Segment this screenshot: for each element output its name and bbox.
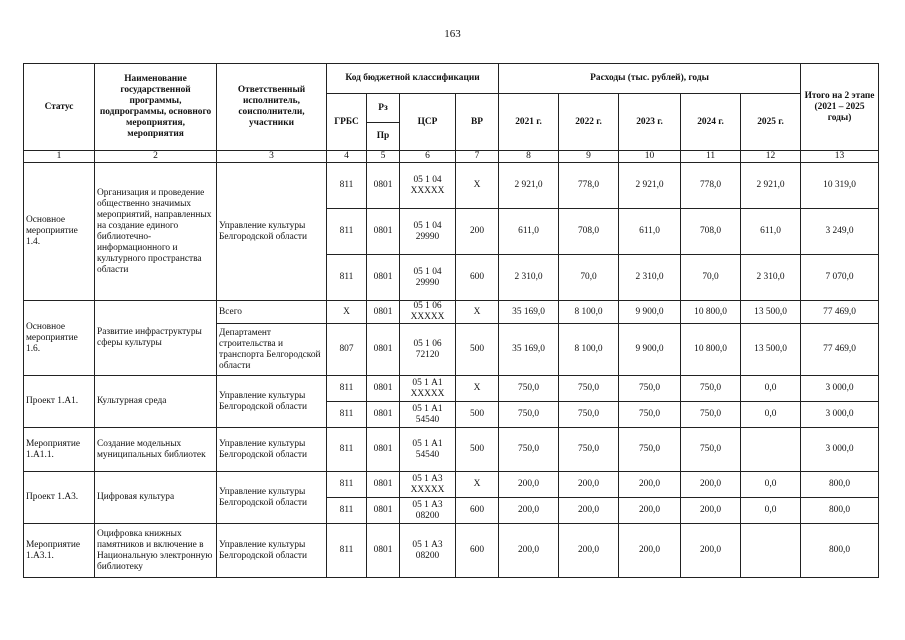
- y2022-cell: 8 100,0: [559, 301, 619, 324]
- y2024-cell: 750,0: [681, 376, 741, 402]
- column-number: 2: [95, 151, 217, 163]
- status-cell: Проект 1.А3.: [24, 472, 95, 524]
- header-2022: 2022 г.: [559, 94, 619, 151]
- y2023-cell: 200,0: [619, 472, 681, 498]
- grbs-cell: 811: [327, 498, 367, 524]
- column-numbers-row: [24, 151, 879, 163]
- column-number: 10: [619, 151, 681, 163]
- table-row: [24, 376, 879, 402]
- total-cell: 77 469,0: [801, 324, 879, 376]
- csr-cell: 05 1 04 29990: [400, 255, 456, 301]
- column-number: 6: [400, 151, 456, 163]
- y2025-cell: [741, 524, 801, 578]
- total-cell: 3 000,0: [801, 428, 879, 472]
- y2021-cell: 200,0: [499, 498, 559, 524]
- grbs-cell: 811: [327, 524, 367, 578]
- table-header: [24, 64, 879, 163]
- header-status: Статус: [24, 64, 95, 151]
- grbs-cell: 811: [327, 402, 367, 428]
- y2021-cell: 200,0: [499, 472, 559, 498]
- csr-cell: 05 1 04 XXXXX: [400, 163, 456, 209]
- y2023-cell: 9 900,0: [619, 324, 681, 376]
- column-number: 12: [741, 151, 801, 163]
- y2023-cell: 750,0: [619, 402, 681, 428]
- header-2021: 2021 г.: [499, 94, 559, 151]
- column-number: 4: [327, 151, 367, 163]
- y2023-cell: 200,0: [619, 498, 681, 524]
- y2021-cell: 200,0: [499, 524, 559, 578]
- y2025-cell: 13 500,0: [741, 324, 801, 376]
- total-cell: 800,0: [801, 524, 879, 578]
- y2021-cell: 2 310,0: [499, 255, 559, 301]
- y2023-cell: 9 900,0: [619, 301, 681, 324]
- header-grbs: ГРБС: [327, 94, 367, 151]
- y2023-cell: 2 921,0: [619, 163, 681, 209]
- header-csr: ЦСР: [400, 94, 456, 151]
- grbs-cell: 811: [327, 472, 367, 498]
- vr-cell: 200: [456, 209, 499, 255]
- rzpr-cell: 0801: [367, 376, 400, 402]
- name-cell: Развитие инфраструктуры сферы культуры: [95, 301, 217, 376]
- y2021-cell: 35 169,0: [499, 301, 559, 324]
- grbs-cell: 811: [327, 255, 367, 301]
- total-cell: 800,0: [801, 472, 879, 498]
- y2024-cell: 200,0: [681, 498, 741, 524]
- csr-cell: 05 1 А3 XXXXX: [400, 472, 456, 498]
- y2023-cell: 2 310,0: [619, 255, 681, 301]
- y2022-cell: 778,0: [559, 163, 619, 209]
- csr-cell: 05 1 А1 XXXXX: [400, 376, 456, 402]
- csr-cell: 05 1 06 72120: [400, 324, 456, 376]
- header-name: Наименование государственной программы, подпрограммы, основного мероприятия, мероприятия: [95, 64, 217, 151]
- csr-cell: 05 1 А1 54540: [400, 428, 456, 472]
- rzpr-cell: 0801: [367, 498, 400, 524]
- column-number: 11: [681, 151, 741, 163]
- rzpr-cell: 0801: [367, 255, 400, 301]
- column-number: 8: [499, 151, 559, 163]
- rzpr-cell: 0801: [367, 428, 400, 472]
- vr-cell: X: [456, 163, 499, 209]
- y2021-cell: 750,0: [499, 376, 559, 402]
- vr-cell: X: [456, 376, 499, 402]
- y2021-cell: 611,0: [499, 209, 559, 255]
- column-number: 3: [217, 151, 327, 163]
- y2021-cell: 35 169,0: [499, 324, 559, 376]
- y2025-cell: 0,0: [741, 376, 801, 402]
- csr-cell: 05 1 04 29990: [400, 209, 456, 255]
- total-cell: 3 000,0: [801, 402, 879, 428]
- rzpr-cell: 0801: [367, 301, 400, 324]
- y2023-cell: 750,0: [619, 376, 681, 402]
- y2021-cell: 750,0: [499, 402, 559, 428]
- name-cell: Цифровая культура: [95, 472, 217, 524]
- header-2025: 2025 г.: [741, 94, 801, 151]
- executor-cell: Управление культуры Белгородской области: [217, 428, 327, 472]
- y2024-cell: 10 800,0: [681, 324, 741, 376]
- column-number: 9: [559, 151, 619, 163]
- vr-cell: 500: [456, 428, 499, 472]
- header-total: Итого на 2 этапе (2021 – 2025 годы): [801, 64, 879, 151]
- column-number: 5: [367, 151, 400, 163]
- status-cell: Мероприятие 1.А3.1.: [24, 524, 95, 578]
- status-cell: Основное мероприятие 1.4.: [24, 163, 95, 301]
- y2022-cell: 8 100,0: [559, 324, 619, 376]
- executor-cell: Управление культуры Белгородской области: [217, 524, 327, 578]
- grbs-cell: 807: [327, 324, 367, 376]
- y2022-cell: 200,0: [559, 472, 619, 498]
- header-pr: Пр: [367, 123, 400, 151]
- table-body: [24, 163, 879, 578]
- table-row: [24, 472, 879, 498]
- column-number: 1: [24, 151, 95, 163]
- header-2023: 2023 г.: [619, 94, 681, 151]
- rzpr-cell: 0801: [367, 209, 400, 255]
- y2023-cell: 611,0: [619, 209, 681, 255]
- executor-cell: Всего: [217, 301, 327, 324]
- y2025-cell: 2 921,0: [741, 163, 801, 209]
- y2022-cell: 750,0: [559, 402, 619, 428]
- grbs-cell: 811: [327, 376, 367, 402]
- header-vr: ВР: [456, 94, 499, 151]
- executor-cell: Управление культуры Белгородской области: [217, 472, 327, 524]
- rzpr-cell: 0801: [367, 324, 400, 376]
- csr-cell: 05 1 А1 54540: [400, 402, 456, 428]
- y2024-cell: 750,0: [681, 428, 741, 472]
- vr-cell: 600: [456, 498, 499, 524]
- y2025-cell: [741, 428, 801, 472]
- name-cell: Создание модельных муниципальных библиотек: [95, 428, 217, 472]
- y2021-cell: 2 921,0: [499, 163, 559, 209]
- y2024-cell: 200,0: [681, 524, 741, 578]
- vr-cell: 500: [456, 324, 499, 376]
- column-number: 7: [456, 151, 499, 163]
- y2023-cell: 200,0: [619, 524, 681, 578]
- y2025-cell: 0,0: [741, 498, 801, 524]
- table-row: [24, 301, 879, 324]
- executor-cell: Управление культуры Белгородской области: [217, 163, 327, 301]
- y2022-cell: 708,0: [559, 209, 619, 255]
- y2024-cell: 10 800,0: [681, 301, 741, 324]
- vr-cell: 600: [456, 524, 499, 578]
- y2021-cell: 750,0: [499, 428, 559, 472]
- y2024-cell: 70,0: [681, 255, 741, 301]
- header-rz: Рз: [367, 94, 400, 123]
- y2022-cell: 200,0: [559, 498, 619, 524]
- header-executor: Ответственный исполнитель, соисполнители, участники: [217, 64, 327, 151]
- grbs-cell: 811: [327, 428, 367, 472]
- y2022-cell: 750,0: [559, 376, 619, 402]
- name-cell: Организация и проведение общественно значимых мероприятий, направленных на создание единого библиотечно-информационного и культурного пространства области: [95, 163, 217, 301]
- grbs-cell: 811: [327, 209, 367, 255]
- header-budget-code: Код бюджетной классификации: [327, 64, 499, 94]
- header-2024: 2024 г.: [681, 94, 741, 151]
- y2022-cell: 750,0: [559, 428, 619, 472]
- table-row: [24, 163, 879, 209]
- column-number: 13: [801, 151, 879, 163]
- rzpr-cell: 0801: [367, 472, 400, 498]
- total-cell: 3 249,0: [801, 209, 879, 255]
- rzpr-cell: 0801: [367, 163, 400, 209]
- y2023-cell: 750,0: [619, 428, 681, 472]
- table-row: [24, 428, 879, 472]
- total-cell: 3 000,0: [801, 376, 879, 402]
- name-cell: Культурная среда: [95, 376, 217, 428]
- y2024-cell: 200,0: [681, 472, 741, 498]
- total-cell: 800,0: [801, 498, 879, 524]
- vr-cell: X: [456, 472, 499, 498]
- total-cell: 77 469,0: [801, 301, 879, 324]
- grbs-cell: 811: [327, 163, 367, 209]
- table-row: [24, 524, 879, 578]
- csr-cell: 05 1 А3 08200: [400, 498, 456, 524]
- y2025-cell: 13 500,0: [741, 301, 801, 324]
- csr-cell: 05 1 06 XXXXX: [400, 301, 456, 324]
- vr-cell: X: [456, 301, 499, 324]
- rzpr-cell: 0801: [367, 402, 400, 428]
- csr-cell: 05 1 А3 08200: [400, 524, 456, 578]
- executor-cell: Управление культуры Белгородской области: [217, 376, 327, 428]
- grbs-cell: X: [327, 301, 367, 324]
- y2024-cell: 778,0: [681, 163, 741, 209]
- y2024-cell: 750,0: [681, 402, 741, 428]
- vr-cell: 600: [456, 255, 499, 301]
- y2025-cell: 2 310,0: [741, 255, 801, 301]
- budget-table: [23, 63, 879, 578]
- name-cell: Оцифровка книжных памятников и включение в Национальную электронную библиотеку: [95, 524, 217, 578]
- y2022-cell: 200,0: [559, 524, 619, 578]
- y2025-cell: 0,0: [741, 402, 801, 428]
- y2022-cell: 70,0: [559, 255, 619, 301]
- header-expenses: Расходы (тыс. рублей), годы: [499, 64, 801, 94]
- y2025-cell: 611,0: [741, 209, 801, 255]
- total-cell: 7 070,0: [801, 255, 879, 301]
- total-cell: 10 319,0: [801, 163, 879, 209]
- executor-cell: Департамент строительства и транспорта Белгородской области: [217, 324, 327, 376]
- y2025-cell: 0,0: [741, 472, 801, 498]
- vr-cell: 500: [456, 402, 499, 428]
- y2024-cell: 708,0: [681, 209, 741, 255]
- status-cell: Основное мероприятие 1.6.: [24, 301, 95, 376]
- page-number: 163: [444, 28, 461, 40]
- status-cell: Проект 1.А1.: [24, 376, 95, 428]
- status-cell: Мероприятие 1.А1.1.: [24, 428, 95, 472]
- rzpr-cell: 0801: [367, 524, 400, 578]
